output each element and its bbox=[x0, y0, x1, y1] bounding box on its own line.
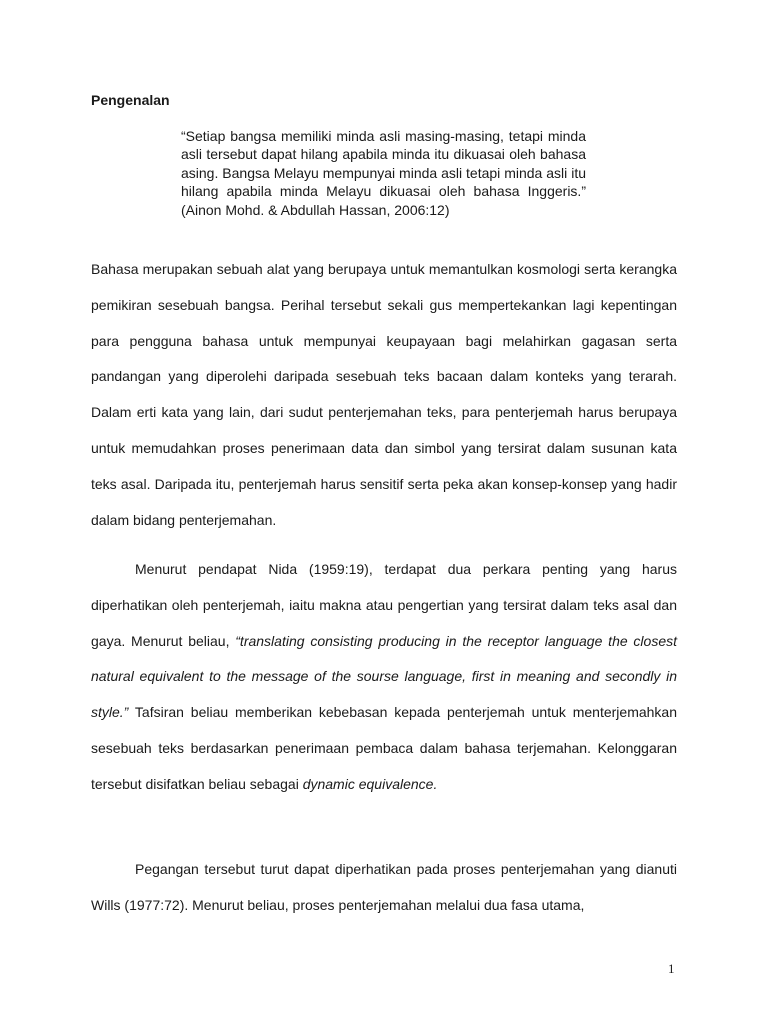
paragraph-2-term: dynamic equivalence. bbox=[302, 775, 438, 792]
paragraph-2-intro: Menurut pendapat Nida (1959:19), terdapat dua perkara penting yang harus diperhatikan oleh penterjemah, iaitu makna atau pengertian yang tersirat dalam teks asal dan gaya. Menurut beliau, bbox=[91, 561, 677, 649]
section-heading: Pengenalan bbox=[91, 92, 170, 108]
paragraph-2-middle: Tafsiran beliau memberikan kebebasan kepada penterjemah untuk menterjemahkan sesebuah teks berdasarkan penerimaan pembaca dalam bahasa terjemahan. Kelonggaran tersebut disifatkan beliau sebagai bbox=[91, 704, 677, 792]
block-quote: “Setiap bangsa memiliki minda asli masing-masing, tetapi minda asli tersebut dapat hilang apabila minda itu dikuasai oleh bahasa asing. Bangsa Melayu mempunyai minda asli tetapi minda asli itu hilang apabila minda Melayu dikuasai oleh bahasa Inggeris.” (Ainon Mohd. & Abdullah Hassan, 2006:12) bbox=[181, 128, 586, 218]
paragraph-1: Bahasa merupakan sebuah alat yang berupaya untuk memantulkan kosmologi serta kerangka pemikiran sesebuah bangsa. Perihal tersebut sekali gus mempertekankan lagi kepentingan para pengguna bahasa untuk mempunyai keupayaan bagi melahirkan gagasan serta pandangan yang diperolehi daripada sesebuah teks bacaan dalam konteks yang terarah. Dalam erti kata yang lain, dari sudut penterjemahan teks, para penterjemah harus berupaya untuk memudahkan proses penerimaan data dan simbol yang tersirat dalam susunan kata teks asal. Daripada itu, penterjemah harus sensitif serta peka akan konsep-konsep yang hadir dalam bidang penterjemahan. bbox=[91, 261, 677, 528]
paragraph-2-quote: “translating consisting producing in the receptor language the closest natural equivalent to the message of the sourse language, first in meaning and secondly in style.” bbox=[91, 632, 678, 721]
paragraph-3: Pegangan tersebut turut dapat diperhatikan pada proses penterjemahan yang dianuti Wills (1977:72). Menurut beliau, proses penterjemahan melalui dua fasa utama, bbox=[91, 861, 677, 913]
page-number: 1 bbox=[668, 961, 675, 976]
paragraph-2 bbox=[91, 552, 677, 803]
